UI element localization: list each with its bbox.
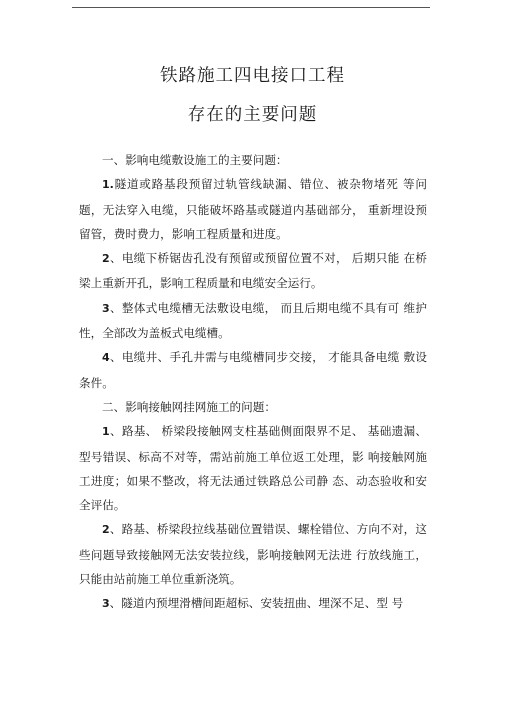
list-item [79, 591, 427, 616]
document-body [79, 148, 427, 617]
item-text: 、路基、桥梁段拉线基础位置错误、螺栓错位、方向不对，这些问题导致接触网无法安装拉线，影响接触网无法进 行放线施工，只能由站前施工单位重新浇筑。 [79, 522, 427, 587]
item-number: 1 [102, 425, 110, 439]
document-title: 铁路施工四电接口工程 [160, 66, 345, 86]
item-number: 1. [102, 178, 114, 192]
list-item [79, 419, 427, 517]
section-heading: 一、影响电缆敷设施工的主要问题： [102, 153, 288, 167]
item-text: 隧道或路基段预留过轨管线缺漏、错位、被杂物堵死 等问题，无法穿入电缆，只能破坏路基或隧道内基础部分， 重新埋设预留管，费时费力，影响工程质量和进度。 [79, 177, 428, 241]
document-subtitle: 存在的主要问题 [187, 105, 318, 125]
item-text: 、隧道内预埋滑槽间距超标、安装扭曲、埋深不足、型 号 [109, 596, 404, 611]
section-heading: 二、影响接触网挂网施工的问题： [102, 399, 276, 414]
list-item [79, 296, 427, 346]
item-text: 、电缆下桥锯齿孔没有预留或预留位置不对， 后期只能 在桥梁上重新开孔，影响工程质量和电缆安全运行。 [79, 251, 427, 291]
item-number: 2 [102, 523, 110, 537]
item-text: 、整体式电缆槽无法敷设电缆， 而且后期电缆不具有可 维护性，全部改为盖板式电缆槽。 [79, 300, 427, 341]
item-text: 、电缆井、手孔井需与电缆槽同步交接， 才能具备电缆 敷设条件。 [79, 350, 427, 390]
list-item [79, 517, 427, 591]
item-number: 3 [102, 301, 110, 315]
header-rule [72, 7, 430, 8]
item-number: 4 [102, 351, 110, 365]
list-item [79, 246, 427, 296]
list-item [79, 172, 427, 246]
item-number: 3 [102, 597, 110, 611]
item-text: 、路基、 桥梁段接触网支柱基础侧面限界不足、 基础遗漏、型号错误、标高不对等，需站前施工单位返工处理，影 响接触网施工进度；如果不整改，将无法通过铁路总公司静 态、动态验收和安全评估。 [79, 424, 428, 513]
item-number: 2 [102, 252, 110, 266]
list-item [79, 345, 427, 395]
